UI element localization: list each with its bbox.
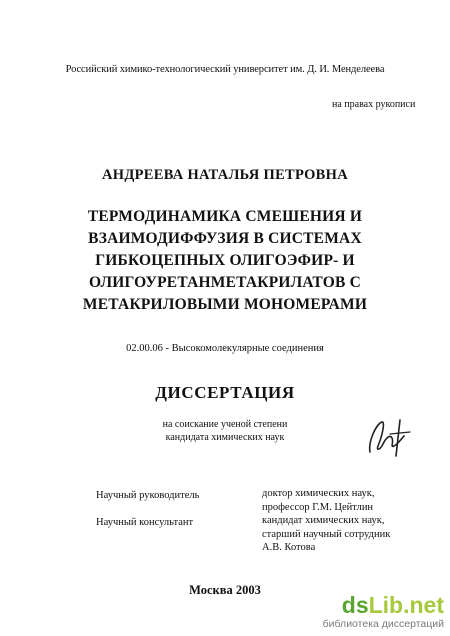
supervisor-label: Научный руководитель [96,490,200,501]
supervisor-line: доктор химических наук, [262,488,375,499]
city-year: Москва 2003 [189,583,261,597]
title-line: ТЕРМОДИНАМИКА СМЕШЕНИЯ И [87,208,363,225]
supervisor-value [262,487,374,514]
degree-line: на соискание ученой степени [162,419,288,430]
consultant-line: старший научный сотрудник [262,528,391,540]
degree-line: кандидата химических наук [165,432,285,443]
signature-icon [356,412,418,462]
logo-part: Lib.net [368,592,444,618]
consultant-line: кандидат химических наук, [262,515,385,526]
consultant-value [262,514,390,555]
title-line: ОЛИГОУРЕТАНМЕТАКРИЛАТОВ С [88,274,362,291]
consultant-line: А.В. Котова [262,542,316,553]
logo-part: ds [341,592,369,618]
specialty-code: 02.00.06 - Высокомолекулярные соединения [126,343,324,354]
university-name: Российский химико-технологический университет им. Д. И. Менделеева [65,64,385,75]
title-line: МЕТАКРИЛОВЫМИ МОНОМЕРАМИ [82,296,368,313]
title-line: ГИБКОЦЕПНЫХ ОЛИГОЭФИР- И [95,252,355,269]
author-name: АНДРЕЕВА НАТАЛЬЯ ПЕТРОВНА [102,167,348,183]
dissertation-title [0,206,450,316]
dslib-watermark [323,593,444,630]
supervisor-line: профессор Г.М. Цейтлин [262,501,374,513]
document-type-heading: ДИССЕРТАЦИЯ [155,383,295,402]
title-line: ВЗАИМОДИФФУЗИЯ В СИСТЕМАХ [88,230,362,247]
dslib-logo [323,593,444,617]
watermark-subtitle: библиотека диссертаций [322,618,444,630]
rights-note: на правах рукописи [332,99,416,110]
consultant-label: Научный консультант [96,517,194,528]
